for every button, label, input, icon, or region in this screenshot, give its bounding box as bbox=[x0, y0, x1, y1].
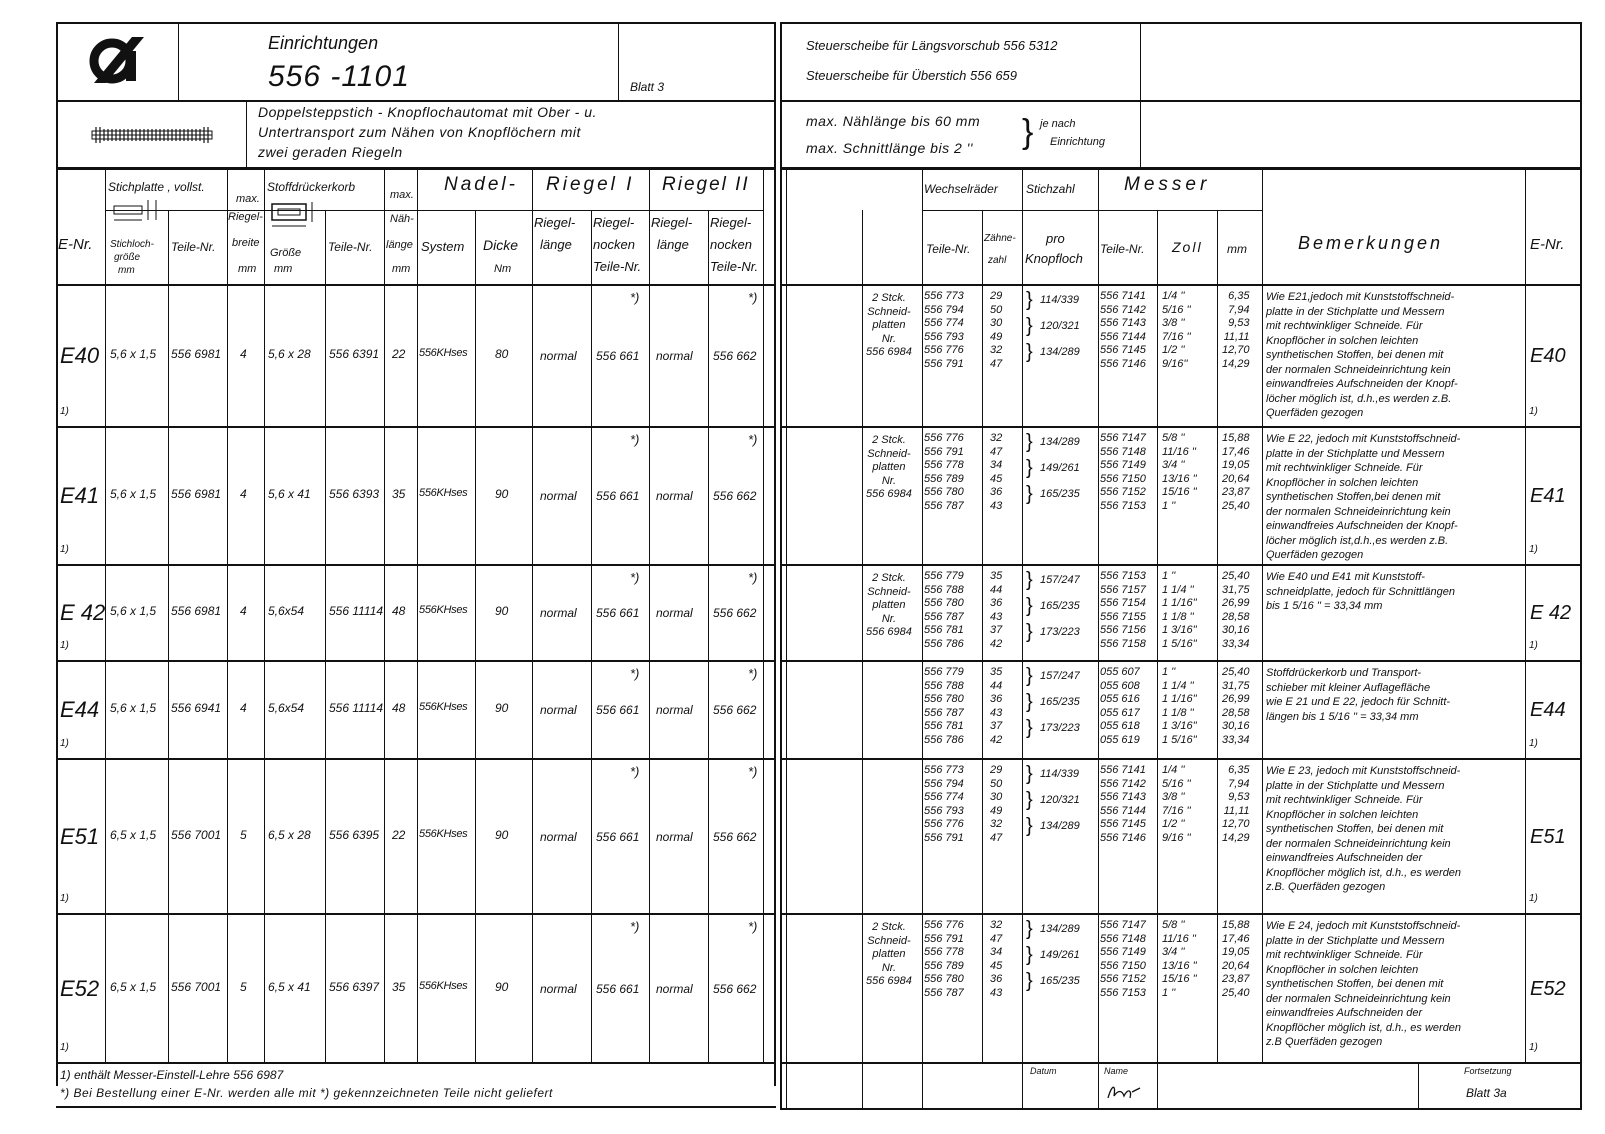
e40-bemerkungen: Wie E21,jedoch mit Kunststoffschneid- platte in der Stichplatte und Messern mit rechtwinkliger Schneide. Für Knopflöcher in solchen leichten synthetischen Stoffen, bei denen mit der normalen Schneideinrichtung kein einwandfreies Aufschneiden der Knopf- löcher möglich ist, d.h.,es werden z.B. Querfäden gezogen bbox=[1266, 291, 1458, 419]
e42-r2-star: *) bbox=[748, 570, 758, 585]
e52-stichloch: 6,5 x 1,5 bbox=[110, 980, 157, 994]
e40-r1-star: *) bbox=[630, 290, 640, 305]
e51-zaehne: 29 50 30 49 32 47 bbox=[990, 764, 1003, 844]
e51-enr-right: E51 bbox=[1530, 826, 1566, 848]
r2-laenge-2: länge bbox=[657, 237, 689, 252]
e52-footnote-mark: 1) bbox=[60, 1042, 69, 1053]
e52-schneid: 2 Stck. Schneid- platten Nr. 556 6984 bbox=[866, 921, 912, 987]
brand-logo bbox=[88, 33, 148, 90]
col-messer: Messer bbox=[1124, 174, 1211, 195]
e44-r2-nocken: 556 662 bbox=[713, 703, 757, 717]
e41-r1-star: *) bbox=[630, 432, 640, 447]
e40-stichzahl-0: 114/339 bbox=[1040, 294, 1079, 306]
e51-r2-nocken: 556 662 bbox=[713, 830, 757, 844]
e41-stichzahl-1: 149/261 bbox=[1040, 462, 1080, 474]
e42-zoll: 1 '' 1 1/4 '' 1 1/16'' 1 1/8 '' 1 3/16'' 1 5/16'' bbox=[1162, 570, 1197, 650]
e42-stichzahl-0: 157/247 bbox=[1040, 574, 1080, 586]
e40-messer: 556 7141 556 7142 556 7143 556 7144 556 7145 556 7146 bbox=[1100, 290, 1146, 370]
e52-riegelbreite: 5 bbox=[240, 980, 247, 994]
e51-enr: E51 bbox=[60, 824, 100, 849]
e51-messer: 556 7141 556 7142 556 7143 556 7144 556 7145 556 7146 bbox=[1100, 764, 1146, 844]
e51-bemerkungen: Wie E 23, jedoch mit Kunststoffschneid- platte in der Stichplatte und Messern mit rechtwinkliger Schneide. Für Knopflöcher in solchen leichten synthetischen Stoffen, bei denen mit der normalen Schneideinrichtung kein einwandfreies Aufschneiden der Knopflöcher möglich ist, d.h., es werden z.B. Querfäden gezogen bbox=[1266, 765, 1462, 893]
e44-system: 556KHses bbox=[419, 701, 468, 713]
e51-footnote-mark-right: 1) bbox=[1529, 893, 1538, 904]
r1-nocken-1: Riegel- bbox=[593, 215, 635, 230]
e52-zoll: 5/8 '' 11/16 '' 3/4 '' 13/16 '' 15/16 '' 1 '' bbox=[1162, 919, 1197, 999]
e51-stichloch: 6,5 x 1,5 bbox=[110, 828, 157, 842]
e41-mm: 15,88 17,46 19,05 20,64 23,87 25,40 bbox=[1222, 432, 1250, 512]
e42-footnote-mark-right: 1) bbox=[1529, 640, 1538, 651]
e42-r2-laenge: normal bbox=[656, 606, 693, 620]
e51-dicke: 90 bbox=[495, 828, 509, 842]
e41-r2-nocken: 556 662 bbox=[713, 489, 757, 503]
buttonhole-illustration bbox=[90, 125, 214, 150]
col-naehlaenge-1: max. bbox=[390, 189, 414, 201]
e42-dicke: 90 bbox=[495, 604, 509, 618]
e51-teile-nr: 556 7001 bbox=[171, 828, 222, 842]
e42-footnote-mark: 1) bbox=[60, 640, 69, 651]
e42-bemerkungen: Wie E40 und E41 mit Kunststoff- schneidplatte, jedoch für Schnittlängen bis 1 5/16 '' = 33,34 mm bbox=[1266, 571, 1455, 612]
e52-dicke: 90 bbox=[495, 980, 509, 994]
col-pro: pro bbox=[1046, 231, 1065, 246]
e40-brace-1: } bbox=[1026, 315, 1033, 337]
e44-r1-laenge: normal bbox=[540, 703, 577, 717]
description-line-2: Untertransport zum Nähen von Knopflöchern mit bbox=[258, 124, 581, 140]
e52-brace-0: } bbox=[1026, 918, 1033, 940]
r1-nocken-2: nocken bbox=[593, 237, 635, 252]
e51-r2-star: *) bbox=[748, 764, 758, 779]
e40-r2-nocken: 556 662 bbox=[713, 349, 757, 363]
col-system: System bbox=[421, 239, 465, 254]
e40-wechsel: 556 773 556 794 556 774 556 793 556 776 556 791 bbox=[924, 290, 964, 370]
e51-riegelbreite: 5 bbox=[240, 828, 247, 842]
e40-brace-2: } bbox=[1026, 341, 1033, 363]
e52-r1-laenge: normal bbox=[540, 982, 577, 996]
e42-mm: 25,40 31,75 26,99 28,58 30,16 33,34 bbox=[1222, 570, 1250, 650]
footnote-2: *) Bei Bestellung einer E-Nr. werden alle mit *) gekennzeichneten Teile nicht geliefert bbox=[60, 1086, 553, 1100]
e44-naehlaenge: 48 bbox=[392, 701, 406, 715]
e44-mm: 25,40 31,75 26,99 28,58 30,16 33,34 bbox=[1222, 666, 1250, 746]
e41-riegelbreite: 4 bbox=[240, 487, 247, 501]
col-riegelbreite-2: Riegel- bbox=[228, 211, 263, 223]
e40-brace-0: } bbox=[1026, 289, 1033, 311]
e52-groesse: 6,5 x 41 bbox=[268, 980, 311, 994]
e40-zaehne: 29 50 30 49 32 47 bbox=[990, 290, 1003, 370]
brace-icon: } bbox=[1022, 113, 1034, 151]
doc-number: 556 -1101 bbox=[268, 60, 410, 93]
e42-enr: E 42 bbox=[60, 600, 106, 625]
col-wechselraeder: Wechselräder bbox=[924, 182, 998, 196]
col-dicke: Dicke bbox=[483, 237, 519, 253]
e42-brace-0: } bbox=[1026, 569, 1033, 591]
r1-laenge-1: Riegel- bbox=[534, 215, 576, 230]
buttonhole-stitch-icon bbox=[90, 125, 214, 145]
col-stichloch-2: größe bbox=[114, 252, 141, 263]
e51-wechsel: 556 773 556 794 556 774 556 793 556 776 556 791 bbox=[924, 764, 964, 844]
col-nm: Nm bbox=[494, 263, 512, 275]
r2-nocken-1: Riegel- bbox=[710, 215, 752, 230]
einrichtung-label: Einrichtung bbox=[1050, 136, 1106, 148]
footnote-1: 1) enthält Messer-Einstell-Lehre 556 6987 bbox=[60, 1068, 284, 1082]
col-groesse-2: mm bbox=[274, 263, 293, 275]
e41-brace-0: } bbox=[1026, 431, 1033, 453]
e52-zaehne: 32 47 34 45 36 43 bbox=[990, 919, 1003, 999]
e42-r1-star: *) bbox=[630, 570, 640, 585]
description-line-1: Doppelsteppstich - Knopflochautomat mit Ober - u. bbox=[258, 104, 597, 120]
r2-laenge-1: Riegel- bbox=[651, 215, 693, 230]
e51-r1-star: *) bbox=[630, 764, 640, 779]
logo-icon bbox=[88, 33, 148, 85]
col-naehlaenge-2: Näh- bbox=[390, 213, 414, 225]
e44-riegelbreite: 4 bbox=[240, 701, 247, 715]
e52-r1-nocken: 556 661 bbox=[596, 982, 640, 996]
e44-r2-laenge: normal bbox=[656, 703, 693, 717]
e41-zoll: 5/8 '' 11/16 '' 3/4 '' 13/16 '' 15/16 '' 1 '' bbox=[1162, 432, 1197, 512]
e40-r2-star: *) bbox=[748, 290, 758, 305]
e41-wechsel: 556 776 556 791 556 778 556 789 556 780 556 787 bbox=[924, 432, 964, 512]
e41-brace-2: } bbox=[1026, 483, 1033, 505]
e41-dicke: 90 bbox=[495, 487, 509, 501]
e52-system: 556KHses bbox=[419, 980, 468, 992]
col-enr-right: E-Nr. bbox=[1530, 236, 1565, 253]
e40-groesse: 5,6 x 28 bbox=[268, 347, 311, 361]
e44-dicke: 90 bbox=[495, 701, 509, 715]
blatt-continuation: Blatt 3a bbox=[1466, 1086, 1507, 1100]
col-groesse-1: Größe bbox=[270, 247, 302, 259]
e51-footnote-mark: 1) bbox=[60, 893, 69, 904]
e41-r2-star: *) bbox=[748, 432, 758, 447]
col-naehlaenge-4: mm bbox=[392, 263, 411, 275]
e41-zaehne: 32 47 34 45 36 43 bbox=[990, 432, 1003, 512]
r1-nocken-3: Teile-Nr. bbox=[593, 259, 642, 274]
datum-label: Datum bbox=[1030, 1066, 1057, 1076]
e44-footnote-mark-right: 1) bbox=[1529, 738, 1538, 749]
e52-r2-laenge: normal bbox=[656, 982, 693, 996]
e44-brace-0: } bbox=[1026, 665, 1033, 687]
je-nach-label: je nach bbox=[1040, 118, 1076, 130]
col-stichplatte: Stichplatte , vollst. bbox=[108, 180, 205, 194]
col-zaehnezahl-1: Zähne- bbox=[984, 233, 1016, 244]
e40-enr: E40 bbox=[60, 343, 100, 368]
col-riegelbreite-4: mm bbox=[238, 263, 257, 275]
name-label: Name bbox=[1104, 1066, 1129, 1076]
e40-stichloch: 5,6 x 1,5 bbox=[110, 347, 157, 361]
col-zoll: Zoll bbox=[1172, 239, 1203, 255]
e44-stoff-teile: 556 11114 bbox=[329, 701, 384, 715]
e51-brace-1: } bbox=[1026, 789, 1033, 811]
e41-system: 556KHses bbox=[419, 487, 468, 499]
e41-teile-nr: 556 6981 bbox=[171, 487, 222, 501]
presser-icon bbox=[270, 200, 322, 235]
e52-stoff-teile: 556 6397 bbox=[329, 980, 380, 994]
e52-stichzahl-0: 134/289 bbox=[1040, 923, 1080, 935]
e52-r2-star: *) bbox=[748, 919, 758, 934]
e41-enr-right: E41 bbox=[1530, 485, 1566, 507]
e41-footnote-mark: 1) bbox=[60, 544, 69, 555]
description-line-3: zwei geraden Riegeln bbox=[258, 144, 403, 160]
e51-r1-nocken: 556 661 bbox=[596, 830, 640, 844]
col-mm: mm bbox=[1227, 242, 1247, 256]
col-enr: E-Nr. bbox=[58, 236, 93, 253]
e42-naehlaenge: 48 bbox=[392, 604, 406, 618]
e51-r1-laenge: normal bbox=[540, 830, 577, 844]
col-riegelbreite-3: breite bbox=[232, 237, 260, 249]
e51-mm: 6,35 7,94 9,53 11,11 12,70 14,29 bbox=[1222, 764, 1250, 844]
e52-enr: E52 bbox=[60, 976, 100, 1001]
e52-stichzahl-1: 149/261 bbox=[1040, 949, 1080, 961]
e52-enr-right: E52 bbox=[1530, 978, 1566, 1000]
e40-footnote-mark-right: 1) bbox=[1529, 406, 1538, 417]
e51-brace-2: } bbox=[1026, 815, 1033, 837]
e52-brace-2: } bbox=[1026, 970, 1033, 992]
e40-zoll: 1/4 '' 5/16 '' 3/8 '' 7/16 '' 1/2 '' 9/16'' bbox=[1162, 290, 1191, 370]
e41-enr: E41 bbox=[60, 483, 100, 508]
e44-groesse: 5,6x54 bbox=[268, 701, 305, 715]
e40-teile-nr: 556 6981 bbox=[171, 347, 222, 361]
e40-r2-laenge: normal bbox=[656, 349, 693, 363]
e42-messer: 556 7153 556 7157 556 7154 556 7155 556 7156 556 7158 bbox=[1100, 570, 1146, 650]
e40-mm: 6,35 7,94 9,53 11,11 12,70 14,29 bbox=[1222, 290, 1250, 370]
e44-brace-1: } bbox=[1026, 691, 1033, 713]
e41-bemerkungen: Wie E 22, jedoch mit Kunststoffschneid- platte in der Stichplatte und Messern mit rechtwinkliger Schneide. Für Knopflöcher in solchen leichten synthetischen Stoffen,bei denen mit der normalen Schneideinrichtung kein einwandfreies Aufschneiden der Knopf- löcher möglich ist,d.h.,es werden z.B. Querfäden gezogen bbox=[1266, 433, 1461, 561]
e41-footnote-mark-right: 1) bbox=[1529, 544, 1538, 555]
e51-groesse: 6,5 x 28 bbox=[268, 828, 311, 842]
col-wechsel-teile: Teile-Nr. bbox=[926, 242, 971, 256]
e40-riegelbreite: 4 bbox=[240, 347, 247, 361]
e44-brace-2: } bbox=[1026, 717, 1033, 739]
e44-zaehne: 35 44 36 43 37 42 bbox=[990, 666, 1003, 746]
e42-stichzahl-1: 165/235 bbox=[1040, 600, 1080, 612]
e44-stichzahl-1: 165/235 bbox=[1040, 696, 1080, 708]
e44-stichzahl-0: 157/247 bbox=[1040, 670, 1080, 682]
e52-stichzahl-2: 165/235 bbox=[1040, 975, 1080, 987]
e44-enr: E44 bbox=[60, 697, 100, 722]
e41-naehlaenge: 35 bbox=[392, 487, 406, 501]
e51-r2-laenge: normal bbox=[656, 830, 693, 844]
col-naehlaenge-3: länge bbox=[386, 239, 413, 251]
e42-stoff-teile: 556 11114 bbox=[329, 604, 384, 618]
col-bemerkungen: Bemerkungen bbox=[1298, 233, 1444, 253]
e40-r1-nocken: 556 661 bbox=[596, 349, 640, 363]
stichplatte-icon bbox=[112, 198, 164, 229]
e40-schneid: 2 Stck. Schneid- platten Nr. 556 6984 bbox=[866, 292, 912, 358]
e42-wechsel: 556 779 556 788 556 780 556 787 556 781 556 786 bbox=[924, 570, 964, 650]
e41-stichloch: 5,6 x 1,5 bbox=[110, 487, 157, 501]
e44-teile-nr: 556 6941 bbox=[171, 701, 222, 715]
e51-zoll: 1/4 '' 5/16 '' 3/8 '' 7/16 '' 1/2 '' 9/16 '' bbox=[1162, 764, 1191, 844]
e42-groesse: 5,6x54 bbox=[268, 604, 305, 618]
e52-bemerkungen: Wie E 24, jedoch mit Kunststoffschneid- platte in der Stichplatte und Messern mit rechtwinkliger Schneide. Für Knopflöcher in solchen leichten synthetischen Stoffen, bei denen mit der normalen Schneideinrichtung kein einwandfreies Aufschneiden der Knopflöcher möglich ist, d.h., es werden z.B Querfäden gezogen bbox=[1266, 920, 1462, 1048]
e41-stichzahl-0: 134/289 bbox=[1040, 436, 1080, 448]
e42-enr-right: E 42 bbox=[1530, 602, 1572, 624]
blatt-label: Blatt 3 bbox=[630, 80, 665, 94]
e52-teile-nr: 556 7001 bbox=[171, 980, 222, 994]
e41-stoff-teile: 556 6393 bbox=[329, 487, 380, 501]
col-messer-teile: Teile-Nr. bbox=[1100, 242, 1145, 256]
e44-messer: 055 607 055 608 055 616 055 617 055 618 055 619 bbox=[1100, 666, 1140, 746]
e41-brace-1: } bbox=[1026, 457, 1033, 479]
e52-brace-1: } bbox=[1026, 944, 1033, 966]
e41-r1-laenge: normal bbox=[540, 489, 577, 503]
r2-nocken-2: nocken bbox=[710, 237, 752, 252]
e52-mm: 15,88 17,46 19,05 20,64 23,87 25,40 bbox=[1222, 919, 1250, 999]
e52-messer: 556 7147 556 7148 556 7149 556 7150 556 7152 556 7153 bbox=[1100, 919, 1146, 999]
e42-r1-laenge: normal bbox=[540, 606, 577, 620]
col-stoffdruecker: Stoffdrückerkorb bbox=[267, 180, 356, 194]
col-zaehnezahl-2: zahl bbox=[988, 255, 1007, 266]
e42-system: 556KHses bbox=[419, 604, 468, 616]
r2-nocken-3: Teile-Nr. bbox=[710, 259, 759, 274]
col-stoff-teile: Teile-Nr. bbox=[328, 240, 373, 254]
col-teile-nr: Teile-Nr. bbox=[171, 240, 216, 254]
e40-stichzahl-1: 120/321 bbox=[1040, 320, 1080, 332]
e40-naehlaenge: 22 bbox=[392, 347, 406, 361]
fortsetzung-label: Fortsetzung bbox=[1464, 1066, 1512, 1076]
e51-stichzahl-0: 114/339 bbox=[1040, 768, 1079, 780]
e42-brace-1: } bbox=[1026, 595, 1033, 617]
e41-schneid: 2 Stck. Schneid- platten Nr. 556 6984 bbox=[866, 434, 912, 500]
e51-stichzahl-2: 134/289 bbox=[1040, 820, 1080, 832]
max-sew-length: max. Nählänge bis 60 mm bbox=[806, 113, 981, 129]
e42-stichzahl-2: 173/223 bbox=[1040, 626, 1080, 638]
e44-r1-star: *) bbox=[630, 666, 640, 681]
e51-brace-0: } bbox=[1026, 763, 1033, 785]
r1-laenge-2: länge bbox=[540, 237, 572, 252]
e42-schneid: 2 Stck. Schneid- platten Nr. 556 6984 bbox=[866, 572, 912, 638]
doc-title: Einrichtungen bbox=[268, 33, 379, 53]
max-cut-length: max. Schnittlänge bis 2 '' bbox=[806, 140, 973, 156]
e41-r2-laenge: normal bbox=[656, 489, 693, 503]
e40-dicke: 80 bbox=[495, 347, 509, 361]
e40-stoff-teile: 556 6391 bbox=[329, 347, 380, 361]
e44-stichloch: 5,6 x 1,5 bbox=[110, 701, 157, 715]
e41-messer: 556 7147 556 7148 556 7149 556 7150 556 7152 556 7153 bbox=[1100, 432, 1146, 512]
col-stichzahl: Stichzahl bbox=[1026, 182, 1075, 196]
e52-naehlaenge: 35 bbox=[392, 980, 406, 994]
e52-r1-star: *) bbox=[630, 919, 640, 934]
e41-stichzahl-2: 165/235 bbox=[1040, 488, 1080, 500]
e40-enr-right: E40 bbox=[1530, 345, 1566, 367]
e44-footnote-mark: 1) bbox=[60, 738, 69, 749]
e52-wechsel: 556 776 556 791 556 778 556 789 556 780 556 787 bbox=[924, 919, 964, 999]
col-stichloch-3: mm bbox=[118, 265, 135, 276]
e41-r1-nocken: 556 661 bbox=[596, 489, 640, 503]
e42-zaehne: 35 44 36 43 37 42 bbox=[990, 570, 1003, 650]
e40-r1-laenge: normal bbox=[540, 349, 577, 363]
e51-stichzahl-1: 120/321 bbox=[1040, 794, 1080, 806]
e42-riegelbreite: 4 bbox=[240, 604, 247, 618]
e44-enr-right: E44 bbox=[1530, 699, 1566, 721]
e44-bemerkungen: Stoffdrückerkorb und Transport- schieber mit kleiner Auflagefläche wie E 21 und E 22, jedoch für Schnitt- längen bis 1 5/16 '' = 33,34 mm bbox=[1266, 667, 1451, 723]
control-disc-2: Steuerscheibe für Überstich 556 659 bbox=[806, 68, 1018, 83]
e42-r2-nocken: 556 662 bbox=[713, 606, 757, 620]
e52-r2-nocken: 556 662 bbox=[713, 982, 757, 996]
e52-footnote-mark-right: 1) bbox=[1529, 1042, 1538, 1053]
e44-r1-nocken: 556 661 bbox=[596, 703, 640, 717]
col-riegelbreite-1: max. bbox=[236, 193, 260, 205]
e42-r1-nocken: 556 661 bbox=[596, 606, 640, 620]
e51-system: 556KHses bbox=[419, 828, 468, 840]
e41-groesse: 5,6 x 41 bbox=[268, 487, 311, 501]
e44-wechsel: 556 779 556 788 556 780 556 787 556 781 556 786 bbox=[924, 666, 964, 746]
e44-r2-star: *) bbox=[748, 666, 758, 681]
e51-stoff-teile: 556 6395 bbox=[329, 828, 380, 842]
col-nadel: Nadel- bbox=[444, 174, 518, 195]
e42-teile-nr: 556 6981 bbox=[171, 604, 222, 618]
control-disc-1: Steuerscheibe für Längsvorschub 556 5312 bbox=[806, 38, 1058, 53]
col-riegel-1: Riegel I bbox=[546, 174, 635, 195]
e51-naehlaenge: 22 bbox=[392, 828, 406, 842]
signature bbox=[1104, 1080, 1144, 1107]
e44-zoll: 1 '' 1 1/4 '' 1 1/16'' 1 1/8 '' 1 3/16'' 1 5/16'' bbox=[1162, 666, 1197, 746]
e40-footnote-mark: 1) bbox=[60, 406, 69, 417]
e44-stichzahl-2: 173/223 bbox=[1040, 722, 1080, 734]
e42-brace-2: } bbox=[1026, 621, 1033, 643]
col-stichloch-1: Stichloch- bbox=[110, 239, 154, 250]
e42-stichloch: 5,6 x 1,5 bbox=[110, 604, 157, 618]
col-knopfloch: Knopfloch bbox=[1025, 251, 1083, 266]
e40-stichzahl-2: 134/289 bbox=[1040, 346, 1080, 358]
e40-system: 556KHses bbox=[419, 347, 468, 359]
col-riegel-2: Riegel II bbox=[662, 174, 750, 195]
